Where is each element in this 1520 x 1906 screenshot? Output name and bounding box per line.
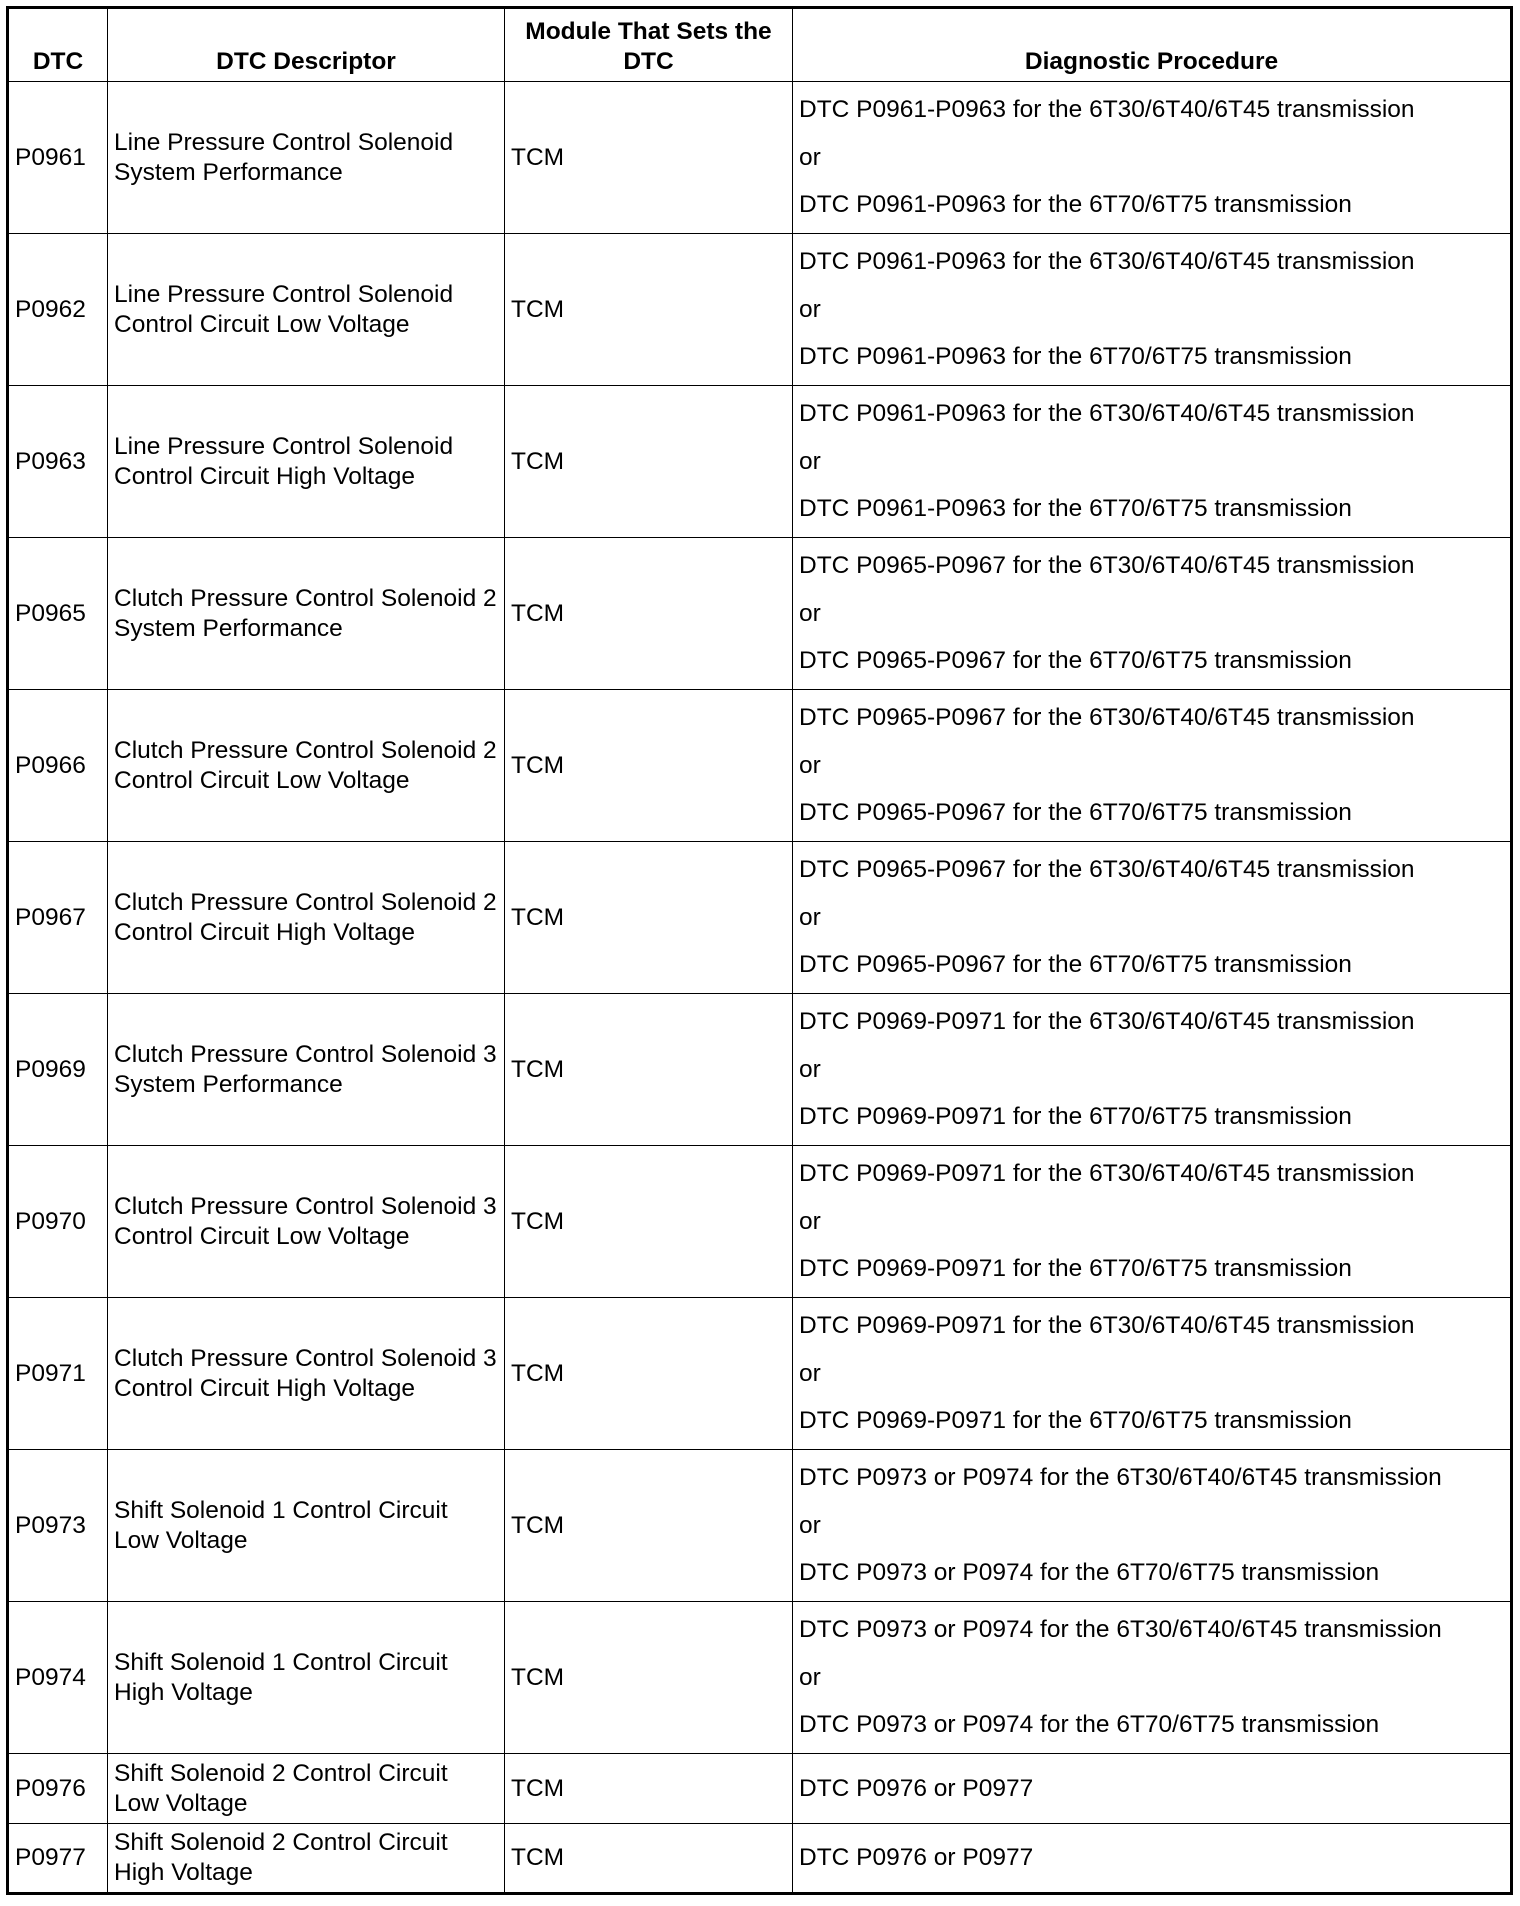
- procedure-link[interactable]: DTC P0969-P0971 for the 6T30/6T40/6T45 transmission: [799, 1312, 1415, 1339]
- cell-descriptor: Shift Solenoid 1 Control Circuit Low Voltage: [108, 1450, 505, 1602]
- procedure-or: or: [799, 1056, 821, 1083]
- cell-module: TCM: [505, 1146, 793, 1298]
- cell-dtc: P0965: [8, 538, 108, 690]
- cell-descriptor: Line Pressure Control Solenoid Control Circuit Low Voltage: [108, 234, 505, 386]
- cell-module: TCM: [505, 842, 793, 994]
- table-row: [8, 1824, 1512, 1894]
- procedure-link[interactable]: DTC P0969-P0971 for the 6T30/6T40/6T45 transmission: [799, 1008, 1415, 1035]
- procedure-link[interactable]: DTC P0965-P0967 for the 6T70/6T75 transmission: [799, 647, 1352, 674]
- header-descriptor: DTC Descriptor: [108, 8, 505, 82]
- procedure-link[interactable]: DTC P0961-P0963 for the 6T30/6T40/6T45 transmission: [799, 96, 1415, 123]
- cell-procedure: [793, 842, 1512, 994]
- cell-descriptor: Clutch Pressure Control Solenoid 2 System Performance: [108, 538, 505, 690]
- cell-procedure: [793, 1754, 1512, 1824]
- cell-procedure: [793, 690, 1512, 842]
- cell-dtc: P0961: [8, 82, 108, 234]
- procedure-link[interactable]: DTC P0965-P0967 for the 6T70/6T75 transmission: [799, 799, 1352, 826]
- cell-procedure: [793, 1602, 1512, 1754]
- procedure-link[interactable]: DTC P0969-P0971 for the 6T70/6T75 transmission: [799, 1407, 1352, 1434]
- cell-dtc: P0974: [8, 1602, 108, 1754]
- cell-module: TCM: [505, 1298, 793, 1450]
- cell-descriptor: Clutch Pressure Control Solenoid 3 System Performance: [108, 994, 505, 1146]
- cell-module: TCM: [505, 82, 793, 234]
- cell-procedure: [793, 82, 1512, 234]
- cell-procedure: [793, 1298, 1512, 1450]
- procedure-link[interactable]: DTC P0961-P0963 for the 6T30/6T40/6T45 transmission: [799, 400, 1415, 427]
- cell-module: TCM: [505, 1602, 793, 1754]
- procedure-or: or: [799, 752, 821, 779]
- table-row: [8, 386, 1512, 538]
- cell-module: TCM: [505, 1754, 793, 1824]
- table-row: [8, 538, 1512, 690]
- cell-module: TCM: [505, 1824, 793, 1894]
- cell-dtc: P0977: [8, 1824, 108, 1894]
- cell-dtc: P0973: [8, 1450, 108, 1602]
- table-row: [8, 994, 1512, 1146]
- procedure-or: or: [799, 144, 821, 171]
- cell-procedure: [793, 1146, 1512, 1298]
- cell-procedure: [793, 234, 1512, 386]
- cell-dtc: P0962: [8, 234, 108, 386]
- cell-dtc: P0963: [8, 386, 108, 538]
- table-body: [8, 82, 1512, 1894]
- procedure-or: or: [799, 1360, 821, 1387]
- procedure-link[interactable]: DTC P0969-P0971 for the 6T70/6T75 transmission: [799, 1103, 1352, 1130]
- cell-descriptor: Line Pressure Control Solenoid System Performance: [108, 82, 505, 234]
- table-row: [8, 1602, 1512, 1754]
- procedure-link[interactable]: DTC P0973 or P0974 for the 6T30/6T40/6T45 transmission: [799, 1616, 1442, 1643]
- table-row: [8, 1450, 1512, 1602]
- procedure-link[interactable]: DTC P0976 or P0977: [799, 1844, 1034, 1871]
- procedure-link[interactable]: DTC P0965-P0967 for the 6T70/6T75 transmission: [799, 951, 1352, 978]
- header-module: Module That Sets the DTC: [505, 8, 793, 82]
- cell-module: TCM: [505, 690, 793, 842]
- table-row: [8, 234, 1512, 386]
- procedure-link[interactable]: DTC P0976 or P0977: [799, 1774, 1034, 1802]
- procedure-link[interactable]: DTC P0961-P0963 for the 6T70/6T75 transmission: [799, 343, 1352, 370]
- table-row: [8, 1754, 1512, 1824]
- procedure-link[interactable]: DTC P0961-P0963 for the 6T70/6T75 transmission: [799, 191, 1352, 218]
- cell-procedure: [793, 994, 1512, 1146]
- cell-descriptor: Shift Solenoid 2 Control Circuit Low Voltage: [108, 1754, 505, 1824]
- procedure-link[interactable]: DTC P0961-P0963 for the 6T30/6T40/6T45 transmission: [799, 248, 1415, 275]
- cell-dtc: P0966: [8, 690, 108, 842]
- table-row: [8, 842, 1512, 994]
- table-row: [8, 690, 1512, 842]
- cell-descriptor: Clutch Pressure Control Solenoid 2 Control Circuit Low Voltage: [108, 690, 505, 842]
- procedure-link[interactable]: DTC P0973 or P0974 for the 6T70/6T75 transmission: [799, 1559, 1380, 1586]
- table-row: [8, 1298, 1512, 1450]
- procedure-or: or: [799, 448, 821, 475]
- cell-descriptor: Clutch Pressure Control Solenoid 2 Control Circuit High Voltage: [108, 842, 505, 994]
- procedure-or: or: [799, 904, 821, 931]
- procedure-link[interactable]: DTC P0965-P0967 for the 6T30/6T40/6T45 transmission: [799, 552, 1415, 579]
- header-procedure: Diagnostic Procedure: [793, 8, 1512, 82]
- cell-procedure: [793, 386, 1512, 538]
- cell-module: TCM: [505, 538, 793, 690]
- cell-procedure: [793, 538, 1512, 690]
- cell-dtc: P0976: [8, 1754, 108, 1824]
- procedure-or: or: [799, 1512, 821, 1539]
- procedure-link[interactable]: DTC P0969-P0971 for the 6T70/6T75 transmission: [799, 1255, 1352, 1282]
- cell-module: TCM: [505, 234, 793, 386]
- procedure-link[interactable]: DTC P0965-P0967 for the 6T30/6T40/6T45 transmission: [799, 704, 1415, 731]
- cell-procedure: [793, 1450, 1512, 1602]
- procedure-link[interactable]: DTC P0973 or P0974 for the 6T30/6T40/6T45 transmission: [799, 1464, 1442, 1491]
- procedure-link[interactable]: DTC P0965-P0967 for the 6T30/6T40/6T45 transmission: [799, 856, 1415, 883]
- procedure-or: or: [799, 1664, 821, 1691]
- header-row: [8, 8, 1512, 82]
- header-dtc: DTC: [8, 8, 108, 82]
- cell-dtc: P0970: [8, 1146, 108, 1298]
- cell-descriptor: Shift Solenoid 1 Control Circuit High Voltage: [108, 1602, 505, 1754]
- procedure-or: or: [799, 1208, 821, 1235]
- cell-module: TCM: [505, 386, 793, 538]
- procedure-link[interactable]: DTC P0973 or P0974 for the 6T70/6T75 transmission: [799, 1711, 1380, 1738]
- dtc-table: [6, 6, 1513, 1895]
- cell-dtc: P0967: [8, 842, 108, 994]
- procedure-link[interactable]: DTC P0969-P0971 for the 6T30/6T40/6T45 transmission: [799, 1160, 1415, 1187]
- table-row: [8, 82, 1512, 234]
- cell-procedure: [793, 1824, 1512, 1894]
- cell-dtc: P0971: [8, 1298, 108, 1450]
- cell-descriptor: Clutch Pressure Control Solenoid 3 Control Circuit High Voltage: [108, 1298, 505, 1450]
- procedure-or: or: [799, 296, 821, 323]
- cell-dtc: P0969: [8, 994, 108, 1146]
- cell-module: TCM: [505, 994, 793, 1146]
- procedure-or: or: [799, 600, 821, 627]
- cell-descriptor: Shift Solenoid 2 Control Circuit High Voltage: [108, 1824, 505, 1894]
- procedure-link[interactable]: DTC P0961-P0963 for the 6T70/6T75 transmission: [799, 495, 1352, 522]
- cell-descriptor: Clutch Pressure Control Solenoid 3 Control Circuit Low Voltage: [108, 1146, 505, 1298]
- table-row: [8, 1146, 1512, 1298]
- cell-module: TCM: [505, 1450, 793, 1602]
- cell-descriptor: Line Pressure Control Solenoid Control Circuit High Voltage: [108, 386, 505, 538]
